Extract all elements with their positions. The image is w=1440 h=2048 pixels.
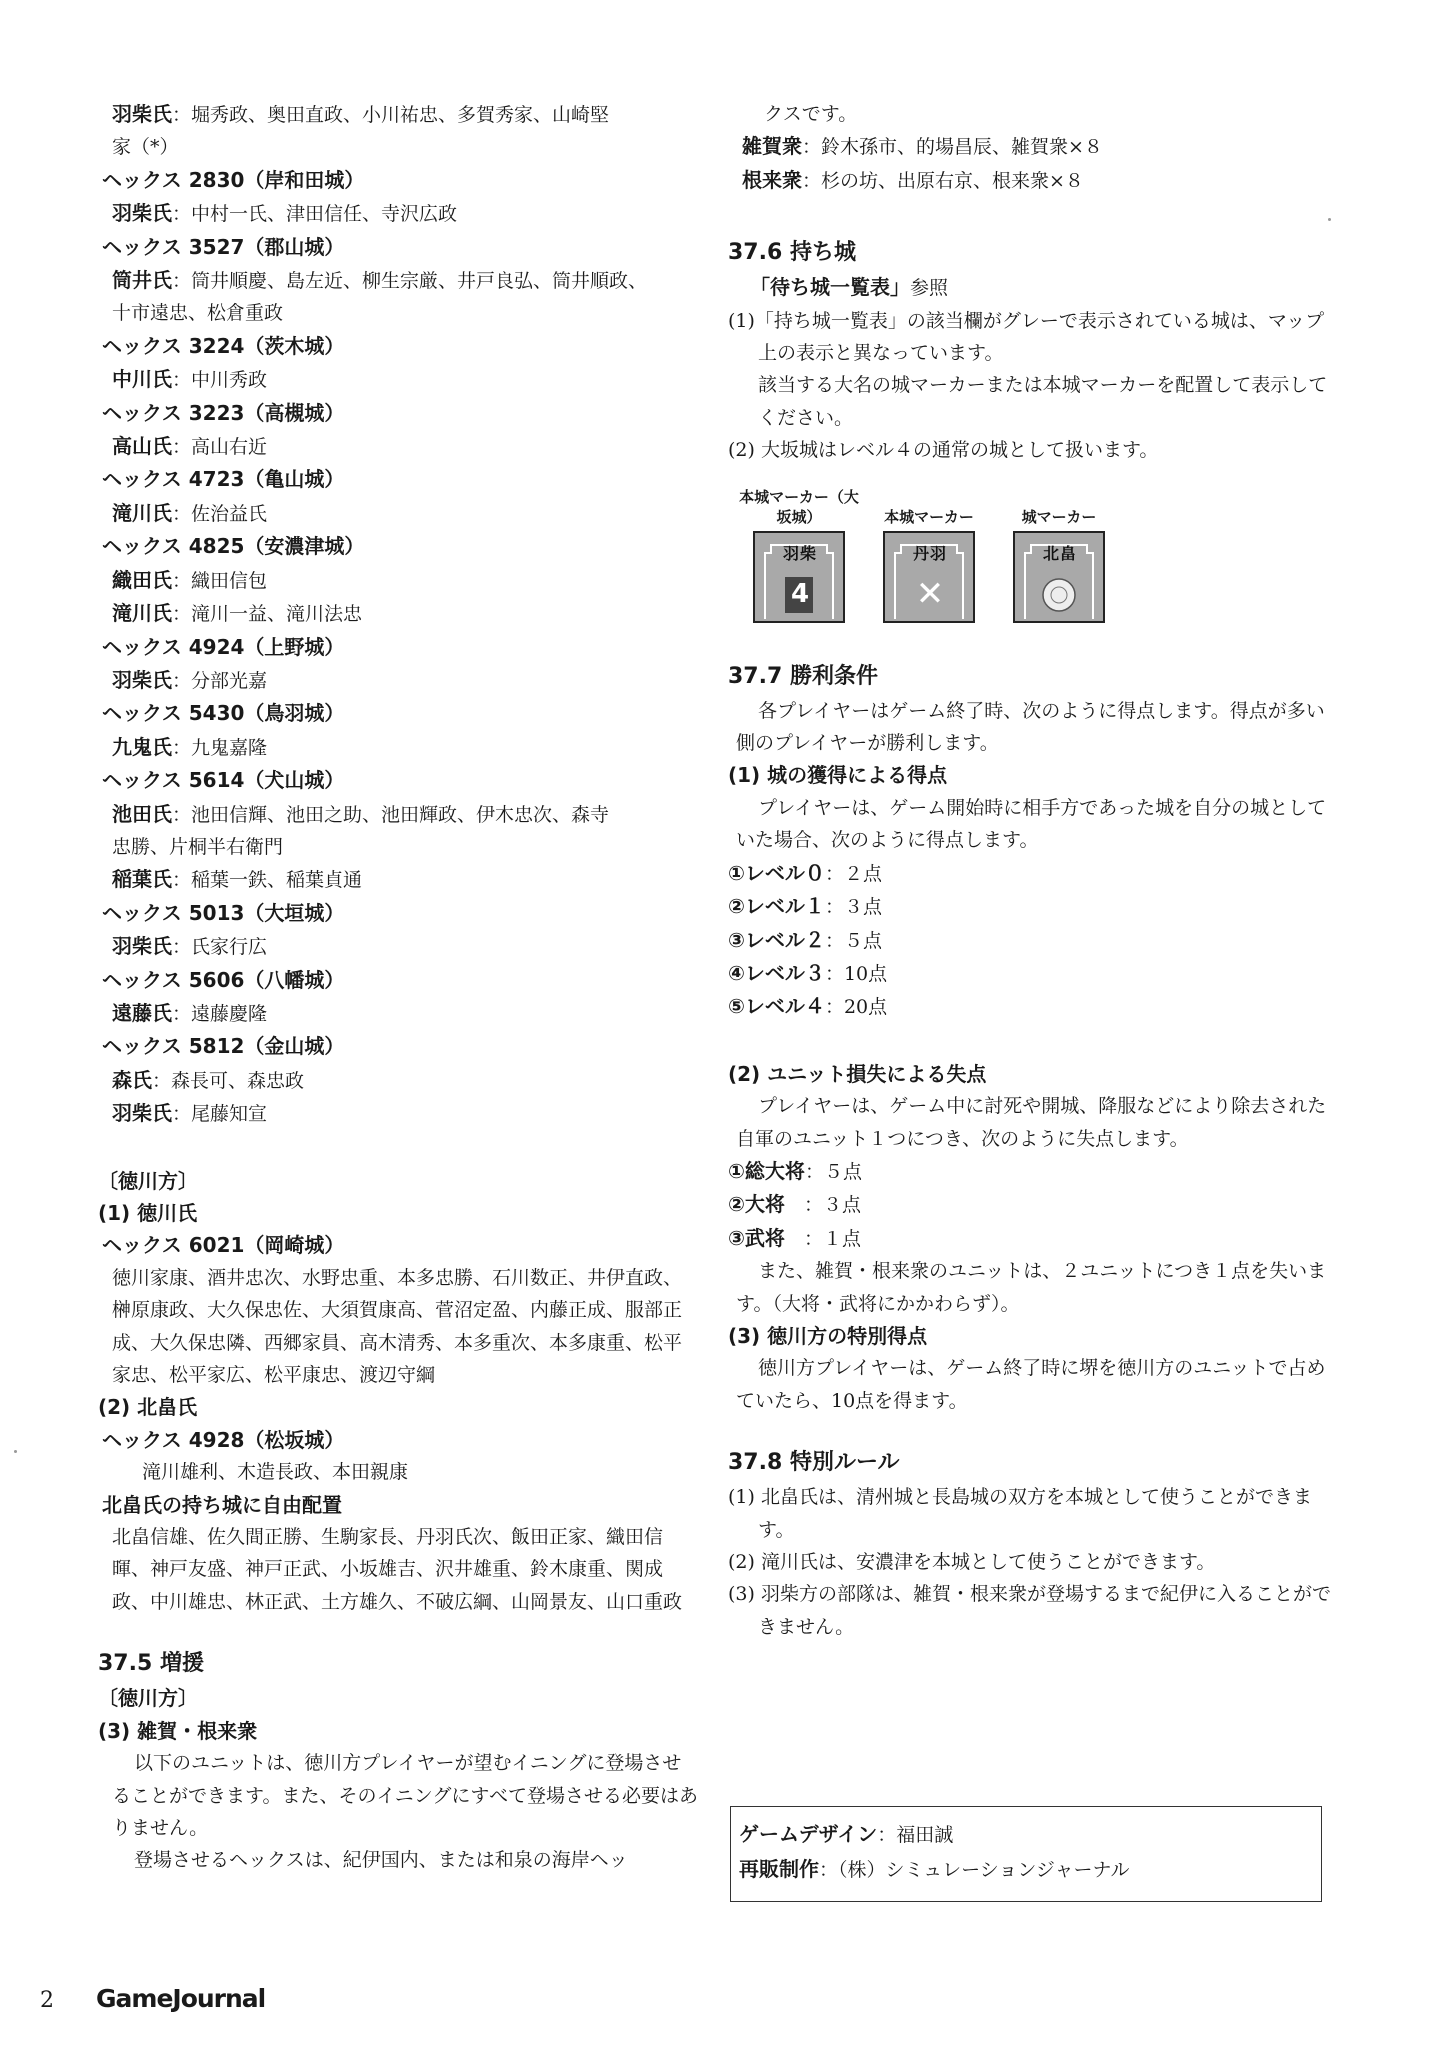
clan-line-text: ：池田信輝、池田之助、池田輝政、伊木忠次、森寺 (172, 803, 610, 826)
level-score (728, 924, 1338, 957)
clan-line-text: ：筒井順慶、島左近、柳生宗厳、井戸良弘、筒井順政、 (172, 270, 648, 293)
hex-heading (98, 764, 698, 797)
loss-score-label: ③武将 (728, 1225, 785, 1250)
cross-icon: ✕ (915, 573, 945, 614)
clan-line-label: 筒井氏 (112, 268, 172, 293)
clan-line-label: 稲葉氏 (112, 867, 172, 892)
castle-marker-niwa: 丹羽 ✕ (883, 531, 975, 623)
castle-marker-kitabatake: 北畠 (1013, 531, 1105, 623)
tokugawa-sub2: (2) 北畠氏 (98, 1395, 198, 1420)
tokugawa-hex2: ヘックス 4928（松坂城） (102, 1427, 345, 1452)
clan-line-text: ：遠藤慶隆 (172, 1002, 268, 1025)
level-score-label: ⑤レベル４ (728, 994, 825, 1019)
clan-line (98, 564, 698, 597)
castle-marker-hashiba: 羽柴 4 (753, 531, 845, 623)
loss-score-text: ：１点 (784, 1227, 861, 1250)
level-score (728, 857, 1338, 890)
clan-line-label: 織田氏 (112, 567, 172, 592)
credit-line-label: ゲームデザイン (739, 1822, 878, 1846)
loss-score-text: ：３点 (784, 1194, 861, 1217)
hex-heading-label: ヘックス 5606（八幡城） (102, 967, 345, 992)
hex-heading (98, 463, 698, 496)
honjo-marker-osaka: 本城マーカー（大坂城） 羽柴 4 (734, 483, 864, 623)
hex-heading-label: ヘックス 4723（亀山城） (102, 467, 345, 492)
hex-heading (98, 1030, 698, 1063)
loss-score-list (728, 1155, 1338, 1255)
negoro-units: ：杉の坊、出原右京、根来衆×８ (802, 169, 1084, 192)
clan-line-label: 羽柴氏 (112, 201, 172, 226)
hex-heading-label: ヘックス 4825（安濃津城） (102, 534, 365, 559)
clan-line-label: 遠藤氏 (112, 1000, 172, 1025)
clan-line-text: ：分部光嘉 (172, 669, 268, 692)
gamejournal-logo: GameJournal (96, 1984, 266, 2013)
level-score-label: ③レベル２ (728, 927, 825, 952)
hex-heading-label: ヘックス 5013（大垣城） (102, 900, 345, 925)
clan-line-label: 羽柴氏 (112, 1101, 172, 1126)
section-37-7-sub3: (3) 徳川方の特別得点 (728, 1323, 928, 1348)
clan-line (98, 430, 698, 463)
loss-score-label: ①総大将 (728, 1158, 805, 1183)
clan-line (98, 831, 698, 863)
tokugawa-heading: 〔徳川方〕 (98, 1168, 198, 1193)
section-37-6-ref-rest: 参照 (910, 277, 949, 300)
section-37-8-title: 37.8 特別ルール (728, 1450, 900, 1476)
hex-heading-label: ヘックス 3527（郡山城） (102, 234, 345, 259)
section-37-7-sub1-p: プレイヤーは、ゲーム開始時に相手方であった城を自分の城としていた場合、次のように得点します。 (736, 796, 1327, 852)
clan-line (98, 297, 698, 329)
credit-line (739, 1817, 1313, 1852)
section-37-6-p1b: 該当する大名の城マーカーまたは本城マーカーを配置して表示してください。 (758, 374, 1328, 429)
tokugawa-sub1: (1) 徳川氏 (98, 1201, 198, 1225)
section-37-7-intro: 各プレイヤーはゲーム終了時、次のように得点します。得点が多い側のプレイヤーが勝利します。 (736, 699, 1325, 755)
section-37-5-p2: 登場させるヘックスは、紀伊国内、または和泉の海岸ヘッ (134, 1849, 628, 1872)
saika-label: 雑賀衆 (742, 134, 802, 159)
clan-line (98, 664, 698, 697)
hex-heading-label: ヘックス 5614（犬山城） (102, 768, 345, 793)
credits-list (739, 1817, 1313, 1887)
clan-line-label: 高山氏 (112, 434, 172, 459)
clan-line-label: 滝川氏 (112, 500, 172, 525)
level-score-label: ①レベル０ (728, 860, 825, 885)
tokugawa-list3: 北畠信雄、佐久間正勝、生駒家長、丹羽氏次、飯田正家、織田信暉、神戸友盛、神戸正武、小坂雄吉、沢井雄重、鈴木康重、関成政、中川雄忠、林正武、土方雄久、不破広綱、山岡景友、山口重政 (112, 1526, 683, 1613)
special-rules-list (728, 1481, 1338, 1643)
level-score-text: ：３点 (824, 896, 882, 919)
clan-line-text: ：高山右近 (172, 436, 268, 459)
level-score-text: ：２点 (824, 862, 882, 885)
level-score (728, 990, 1338, 1023)
credit-line-text: ：（株）シミュレーションジャーナル (819, 1859, 1130, 1881)
credit-line (739, 1852, 1313, 1887)
clan-line-label: 中川氏 (112, 367, 172, 392)
section-37-5-title: 37.5 増援 (98, 1651, 204, 1677)
clan-line (98, 131, 698, 163)
left-column (98, 98, 698, 1877)
loss-score (728, 1188, 1338, 1221)
clan-line-text: ：滝川一益、滝川法忠 (172, 603, 363, 626)
hex-heading (98, 964, 698, 997)
clan-line-text: 忠勝、片桐半右衛門 (112, 835, 284, 858)
clan-line-text: ：堀秀政、奥田直政、小川祐忠、多賀秀家、山崎堅 (172, 104, 610, 126)
free-placement-heading: 北畠氏の持ち城に自由配置 (102, 1492, 342, 1517)
credit-line-label: 再販制作 (739, 1857, 819, 1881)
clan-line-text: ：中村一氏、津田信任、寺沢広政 (172, 203, 458, 226)
hex-heading (98, 897, 698, 930)
clan-line (98, 197, 698, 230)
level-score-label: ②レベル１ (728, 894, 825, 919)
loss-score-label: ②大将 (728, 1192, 785, 1217)
clan-line (98, 264, 698, 297)
tokugawa-list1: 徳川家康、酒井忠次、水野忠重、本多忠勝、石川数正、井伊直政、榊原康政、大久保忠佐、大須賀康高、菅沼定盈、内藤正成、服部正成、大久保忠隣、西郷家員、高木清秀、本多重次、本多康重、松平家忠、松平家広、松平康忠、渡辺守綱 (112, 1266, 683, 1387)
clan-line (98, 997, 698, 1030)
section-37-7-sub1: (1) 城の獲得による得点 (728, 763, 948, 788)
saika-units: ：鈴木孫市、的場昌辰、雑賀衆×８ (802, 136, 1103, 159)
level-score-text: ：20点 (824, 996, 888, 1019)
continuation-line: クスです。 (764, 103, 858, 125)
credits-box (730, 1806, 1322, 1902)
section-37-5-p1: 以下のユニットは、徳川方プレイヤーが望むイニングに登場させることができます。また、そのイニングにすべて登場させる必要はありません。 (112, 1752, 698, 1839)
clan-line-label: 羽柴氏 (112, 102, 172, 126)
section-37-6-p1: (1)「持ち城一覧表」の該当欄がグレーで表示されている城は、マップ上の表示と異なっています。 (728, 309, 1325, 365)
hex-heading-label: ヘックス 3223（高槻城） (102, 400, 345, 425)
tokugawa-list2: 滝川雄利、木造長政、本田親康 (142, 1461, 409, 1484)
clan-line (98, 597, 698, 630)
clan-line-text: ：九鬼嘉隆 (172, 736, 268, 759)
clan-line-text: 家（*） (112, 136, 179, 159)
level-score (728, 957, 1338, 990)
clan-line (98, 731, 698, 764)
special-rule: (3) 羽柴方の部隊は、雑賀・根来衆が登場するまで紀伊に入ることができません。 (728, 1583, 1331, 1638)
section-37-6-title: 37.6 持ち城 (728, 240, 856, 266)
clan-line-text: ：佐治益氏 (172, 502, 268, 525)
right-column (728, 98, 1338, 1643)
hex-heading-label: ヘックス 4924（上野城） (102, 634, 345, 659)
negoro-label: 根来衆 (742, 167, 802, 192)
clan-line (98, 863, 698, 896)
clan-line-text: 十市遠忠、松倉重政 (112, 302, 284, 325)
hex-heading (98, 397, 698, 430)
castle-roster (98, 98, 698, 1131)
clan-line-text: ：氏家行広 (172, 936, 268, 959)
section-37-7-sub2-p: プレイヤーは、ゲーム中に討死や開城、降服などにより除去された自軍のユニット１つにつき、次のように失点します。 (736, 1095, 1327, 1150)
clan-line-label: 森氏 (112, 1067, 152, 1092)
hex-heading-label: ヘックス 2830（岸和田城） (102, 167, 365, 192)
clan-line (98, 98, 698, 131)
hex-heading (98, 697, 698, 730)
clan-line-text: ：森長可、森忠政 (152, 1069, 305, 1092)
section-37-5-sub: 〔徳川方〕 (98, 1686, 198, 1711)
clan-line (98, 497, 698, 530)
clan-line-text: ：稲葉一鉄、稲葉貞通 (172, 869, 363, 892)
tokugawa-hex1: ヘックス 6021（岡崎城） (102, 1233, 345, 1258)
level-score-text: ：５点 (824, 929, 882, 952)
clan-line (98, 1097, 698, 1130)
loss-score (728, 1155, 1338, 1188)
hex-heading-label: ヘックス 3224（茨木城） (102, 333, 345, 358)
hex-heading (98, 631, 698, 664)
hex-heading (98, 330, 698, 363)
loss-score (728, 1222, 1338, 1255)
special-rule: (1) 北畠氏は、清州城と長島城の双方を本城として使うことができます。 (728, 1486, 1312, 1541)
clan-line (98, 1064, 698, 1097)
section-37-5-item: (3) 雑賀・根来衆 (98, 1718, 258, 1743)
level-score (728, 890, 1338, 923)
hex-heading-label: ヘックス 5812（金山城） (102, 1034, 345, 1059)
clan-line (98, 363, 698, 396)
level-score-text: ：10点 (824, 962, 888, 985)
section-37-7-title: 37.7 勝利条件 (728, 663, 878, 689)
clan-line-text: ：織田信包 (172, 569, 268, 592)
clan-line-text: ：中川秀政 (172, 369, 268, 392)
clan-line-label: 九鬼氏 (112, 734, 172, 759)
honjo-marker: 本城マーカー 丹羽 ✕ (864, 483, 994, 623)
scan-speck (14, 1450, 17, 1453)
clan-line (98, 798, 698, 831)
section-37-6-ref: 「待ち城一覧表」 (750, 275, 910, 300)
clan-line (98, 930, 698, 963)
section-37-7-sub3-p: 徳川方プレイヤーは、ゲーム終了時に堺を徳川方のユニットで占めていたら、10点を得ます。 (736, 1357, 1326, 1412)
clan-line-label: 羽柴氏 (112, 934, 172, 959)
level-score-list (728, 857, 1338, 1024)
hex-heading (98, 530, 698, 563)
scan-speck (1328, 218, 1331, 221)
marker-examples (734, 483, 1338, 623)
clan-line-label: 滝川氏 (112, 601, 172, 626)
castle-marker: 城マーカー 北畠 (994, 483, 1124, 623)
clan-line-label: 羽柴氏 (112, 667, 172, 692)
loss-score-text: ：５点 (804, 1160, 862, 1183)
special-rule: (2) 滝川氏は、安濃津を本城として使うことができます。 (728, 1551, 1216, 1573)
clan-line-text: ：尾藤知宣 (172, 1103, 268, 1126)
level-score-label: ④レベル３ (728, 960, 825, 985)
section-37-6-p2: (2) 大坂城はレベル４の通常の城として扱います。 (728, 439, 1159, 462)
section-37-7-sub2: (2) ユニット損失による失点 (728, 1061, 987, 1086)
credit-line-text: ：福田誠 (877, 1824, 954, 1846)
hex-heading (98, 164, 698, 197)
hex-heading (98, 231, 698, 264)
hex-heading-label: ヘックス 5430（鳥羽城） (102, 701, 345, 726)
clan-line-label: 池田氏 (112, 801, 172, 826)
page-number: 2 (40, 1988, 54, 2013)
section-37-7-sub2-note: また、雑賀・根来衆のユニットは、２ユニットにつき１点を失います。（大将・武将にかかわらず）。 (736, 1260, 1327, 1315)
